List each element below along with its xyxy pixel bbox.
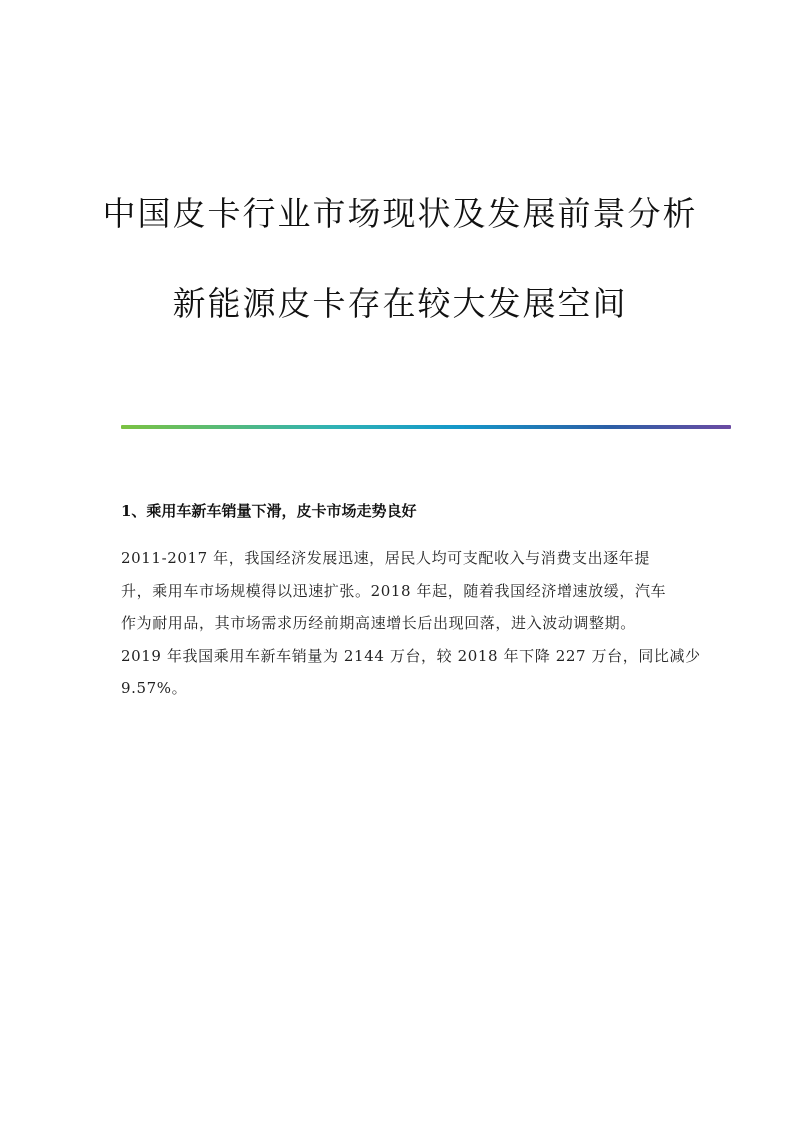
paragraph-line: 2011-2017 年，我国经济发展迅速，居民人均可支配收入与消费支出逐年提 — [121, 549, 650, 567]
paragraph-line: 9.57%。 — [121, 679, 188, 697]
paragraph-line: 2019 年我国乘用车新车销量为 2144 万台，较 2018 年下降 227 万台，同比减少 — [121, 646, 701, 665]
document-subtitle: 新能源皮卡存在较大发展空间 — [172, 284, 628, 323]
paragraph-line: 作为耐用品，其市场需求历经前期高速增长后出现回落，进入波动调整期。 — [121, 614, 636, 632]
section-heading: 1、乘用车新车销量下滑，皮卡市场走势良好 — [121, 502, 417, 520]
section-paragraph — [121, 542, 701, 705]
paragraph-line: 升，乘用车市场规模得以迅速扩张。2018 年起，随着我国经济增速放缓，汽车 — [121, 581, 667, 600]
gradient-divider — [121, 425, 731, 429]
document-title: 中国皮卡行业市场现状及发展前景分析 — [102, 194, 698, 233]
